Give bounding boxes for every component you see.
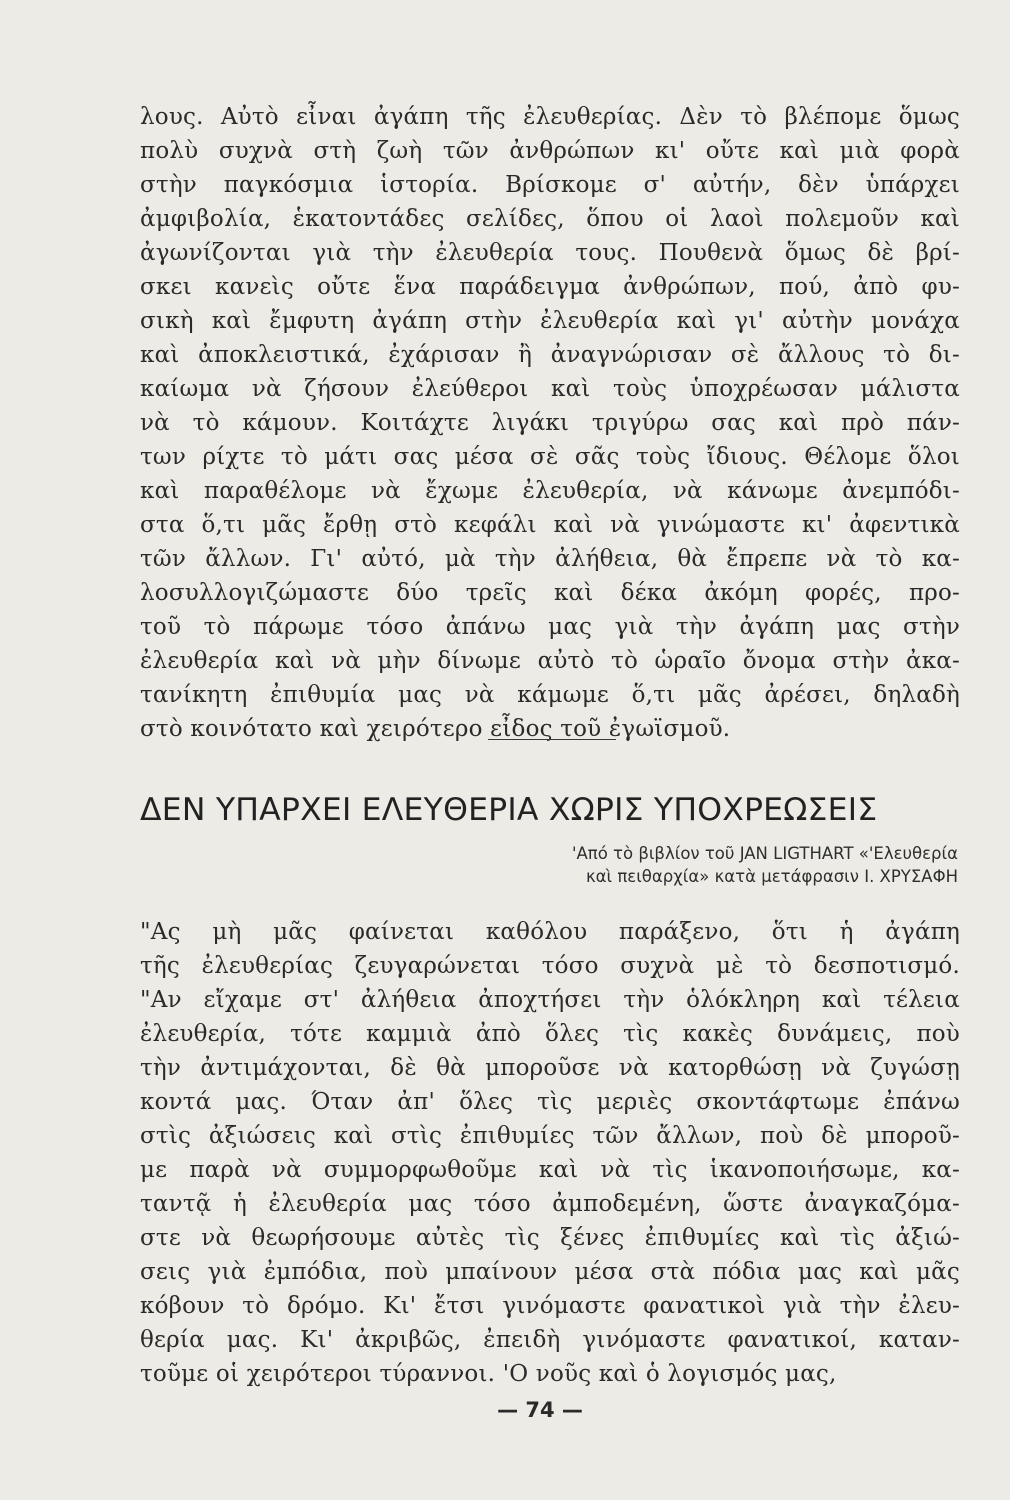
text-line: τοῦ τὸ πάρωμε τόσο ἀπάνω μας γιὰ τὴν ἀγάπη μας στὴν bbox=[140, 614, 960, 640]
text-line: στε νὰ θεωρήσουμε αὐτὲς τὶς ξένες ἐπιθυμίες καὶ τὶς ἀξιώ- bbox=[140, 1225, 960, 1251]
text-line: "Ας μὴ μᾶς φαίνεται καθόλου παράξενο, ὅτι ἡ ἀγάπη bbox=[140, 919, 960, 945]
text-line: λοσυλλογιζώμαστε δύο τρεῖς καὶ δέκα ἀκόμη φορές, προ- bbox=[140, 580, 960, 606]
text-line: τὴν ἀντιμάχονται, δὲ θὰ μποροῦσε νὰ κατορθώσῃ νὰ ζυγώσῃ bbox=[140, 1055, 960, 1081]
section-divider bbox=[488, 739, 616, 740]
text-line: στὴν παγκόσμια ἱστορία. Βρίσκομε σ' αὐτήν, δὲν ὑπάρχει bbox=[140, 172, 960, 198]
text-line: ταντᾷ ἡ ἐλευθερία μας τόσο ἀμποδεμένη, ὥστε ἀναγκαζόμα- bbox=[140, 1191, 960, 1217]
text-line: πολὺ συχνὰ στὴ ζωὴ τῶν ἀνθρώπων κι' οὔτε καὶ μιὰ φορὰ bbox=[140, 138, 960, 164]
text-line: τῆς ἐλευθερίας ζευγαρώνεται τόσο συχνὰ μὲ τὸ δεσποτισμό. bbox=[140, 953, 960, 979]
source-line: καὶ πειθαρχία» κατὰ μετάφρασιν Ι. ΧΡΥΣΑΦΗ bbox=[585, 867, 958, 886]
text-line: καὶ παραθέλομε νὰ ἔχωμε ἐλευθερία, νὰ κάνωμε ἀνεμπόδι- bbox=[140, 478, 960, 504]
text-line: σεις γιὰ ἐμπόδια, ποὺ μπαίνουν μέσα στὰ πόδια μας καὶ μᾶς bbox=[140, 1259, 960, 1285]
text-line: τοῦμε οἱ χειρότεροι τύραννοι. 'Ο νοῦς καὶ ὁ λογισμός μας, bbox=[140, 1361, 837, 1387]
text-line: ἀμφιβολία, ἑκατοντάδες σελίδες, ὅπου οἱ λαοὶ πολεμοῦν καὶ bbox=[140, 206, 960, 232]
text-line: λους. Αὐτὸ εἶναι ἀγάπη τῆς ἐλευθερίας. Δὲν τὸ βλέπομε ὅμως bbox=[140, 104, 960, 130]
text-line: καίωμα νὰ ζήσουν ἐλεύθεροι καὶ τοὺς ὑποχρέωσαν μάλιστα bbox=[140, 376, 960, 402]
text-line: σκει κανεὶς οὔτε ἕνα παράδειγμα ἀνθρώπων, πού, ἀπὸ φυ- bbox=[140, 274, 960, 300]
page-number: — 74 — bbox=[497, 1398, 583, 1422]
text-line: με παρὰ νὰ συμμορφωθοῦμε καὶ νὰ τὶς ἱκανοποιήσωμε, κα- bbox=[140, 1157, 960, 1183]
text-line: στὸ κοινότατο καὶ χειρότερο εἶδος τοῦ ἐγωϊσμοῦ. bbox=[140, 716, 731, 742]
text-line: σικὴ καὶ ἔμφυτη ἀγάπη στὴν ἐλευθερία καὶ γι' αὐτὴν μονάχα bbox=[140, 308, 960, 334]
source-attribution bbox=[398, 842, 958, 888]
text-line: νὰ τὸ κάμουν. Κοιτάχτε λιγάκι τριγύρω σας καὶ πρὸ πάν- bbox=[140, 410, 960, 436]
text-line: κοντά μας. Όταν ἀπ' ὅλες τὶς μεριὲς σκοντάφτωμε ἐπάνω bbox=[140, 1089, 960, 1115]
section-paragraph bbox=[140, 915, 960, 1391]
text-line: τῶν ἄλλων. Γι' αὐτό, μὰ τὴν ἀλήθεια, θὰ ἔπρεπε νὰ τὸ κα- bbox=[140, 546, 960, 572]
text-line: τανίκητη ἐπιθυμία μας νὰ κάμωμε ὅ,τι μᾶς ἀρέσει, δηλαδὴ bbox=[140, 682, 960, 708]
text-line: καὶ ἀποκλειστικά, ἐχάρισαν ἢ ἀναγνώρισαν σὲ ἄλλους τὸ δι- bbox=[140, 342, 960, 368]
paragraph-continuation bbox=[140, 100, 960, 746]
text-line: ἐλευθερία καὶ νὰ μὴν δίνωμε αὐτὸ τὸ ὡραῖο ὄνομα στὴν ἀκα- bbox=[140, 648, 960, 674]
text-line: θερία μας. Κι' ἀκριβῶς, ἐπειδὴ γινόμαστε φανατικοί, καταν- bbox=[140, 1327, 960, 1353]
source-line: 'Από τὸ βιβλίον τοῦ JAN LIGTHART «'Ελευθερία bbox=[571, 844, 958, 863]
text-line: ἀγωνίζονται γιὰ τὴν ἐλευθερία τους. Πουθενὰ ὅμως δὲ βρί- bbox=[140, 240, 960, 266]
text-line: κόβουν τὸ δρόμο. Κι' ἔτσι γινόμαστε φανατικοὶ γιὰ τὴν ἐλευ- bbox=[140, 1293, 960, 1319]
section-heading: ΔΕΝ ΥΠΑΡΧΕΙ ΕΛΕΥΘΕΡΙΑ ΧΩΡΙΣ ΥΠΟΧΡΕΩΣΕΙΣ bbox=[140, 792, 878, 828]
text-line: στὶς ἀξιώσεις καὶ στὶς ἐπιθυμίες τῶν ἄλλων, ποὺ δὲ μποροῦ- bbox=[140, 1123, 960, 1149]
text-line: στα ὅ,τι μᾶς ἔρθῃ στὸ κεφάλι καὶ νὰ γινώμαστε κι' ἀφεντικὰ bbox=[140, 512, 960, 538]
text-line: "Αν εἴχαμε στ' ἀλήθεια ἀποχτήσει τὴν ὁλόκληρη καὶ τέλεια bbox=[140, 987, 960, 1013]
text-line: των ρίχτε τὸ μάτι σας μέσα σὲ σᾶς τοὺς ἴδιους. Θέλομε ὅλοι bbox=[140, 444, 960, 470]
text-line: ἐλευθερία, τότε καμμιὰ ἀπὸ ὅλες τὶς κακὲς δυνάμεις, ποὺ bbox=[140, 1021, 960, 1047]
